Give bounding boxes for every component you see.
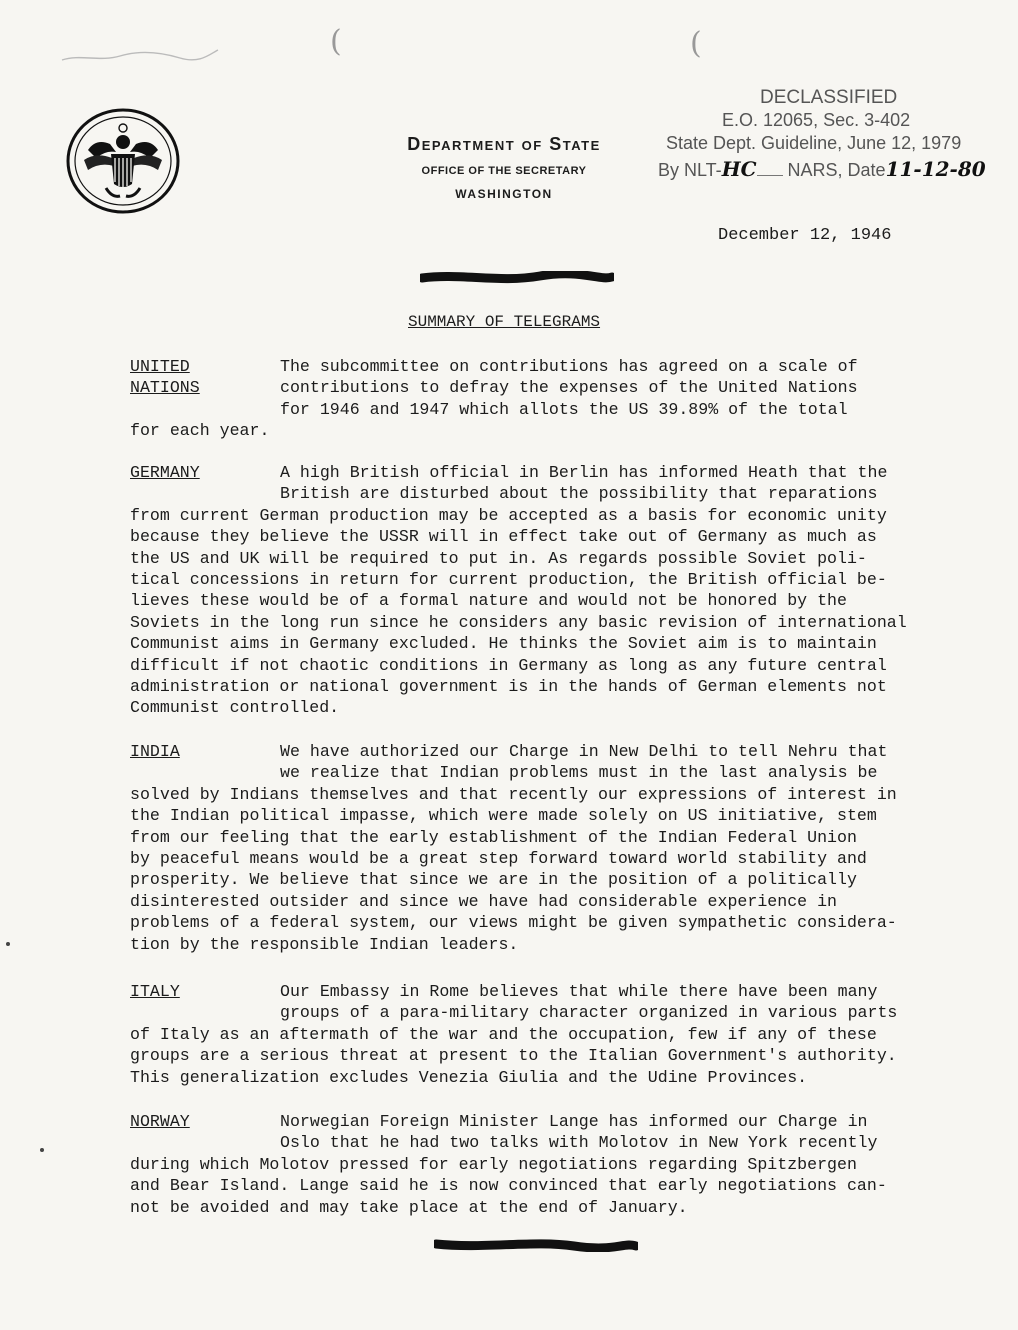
body-line: British are disturbed about the possibility that reparations [280,484,878,504]
body-line: because they believe the USSR will in effect take out of Germany as much as [130,527,877,547]
section-body [130,462,970,719]
body-line: Communist controlled. [130,698,340,718]
great-seal-icon [66,108,180,214]
stamp-line-2: E.O. 12065, Sec. 3-402 [722,110,911,130]
body-line: Oslo that he had two talks with Molotov in New York recently [280,1133,878,1153]
section-heading [130,462,200,483]
section-heading-line: GERMANY [130,463,200,482]
section-india [130,741,970,955]
body-line: we realize that Indian problems must in the last analysis be [280,763,878,783]
section-body [130,356,970,442]
department-name: Department of State [407,134,601,154]
section-heading [130,981,180,1002]
section-germany [130,462,970,719]
stamp-date-handwritten: 11-12-80 [885,157,986,181]
body-line: groups of a para-military character organized in various parts [280,1003,898,1023]
stamp-line-4 [658,158,988,182]
section-heading [130,741,180,762]
margin-mark: ( [690,26,702,61]
body-line: from current German production may be accepted as a basis for economic unity [130,505,887,525]
page-title: SUMMARY OF TELEGRAMS [408,313,601,331]
stamp-nars-label: NARS, Date [782,160,886,180]
section-heading-line: INDIA [130,742,180,761]
section-heading [130,1111,190,1132]
body-line: during which Molotov pressed for early negotiations regarding Spitzbergen [130,1154,857,1174]
body-line: The subcommittee on contributions has agreed on a scale of [280,357,858,376]
office-name: OFFICE OF THE SECRETARY [421,165,587,177]
letterhead [372,134,636,201]
body-line: We have authorized our Charge in New Delhi to tell Nehru that [280,742,888,761]
body-line: the US and UK will be required to put in. As regards possible Soviet poli- [130,548,867,568]
margin-dot [6,942,10,946]
section-heading-line: ITALY [130,982,180,1001]
body-line: Communist aims in Germany excluded. He thinks the Soviet aim is to maintain [130,634,877,654]
body-line: disinterested outsider and since we have had considerable experience in [130,891,838,911]
section-body [130,981,970,1088]
body-line: contributions to defray the expenses of the United Nations [280,378,858,398]
city-name: WASHINGTON [455,187,553,201]
body-line: tion by the responsible Indian leaders. [130,934,519,954]
body-line: Soviets in the long run since he considers any basic revision of international [130,612,907,632]
section-heading-line: NATIONS [130,378,200,398]
body-line: for each year. [130,421,270,441]
body-line: This generalization excludes Venezia Giulia and the Udine Provinces. [130,1067,808,1087]
body-line: of Italy as an aftermath of the war and the occupation, few if any of these [130,1024,877,1044]
section-body [130,741,970,955]
body-line: A high British official in Berlin has informed Heath that the [280,463,888,482]
redaction-bar [434,1238,638,1252]
body-line: problems of a federal system, our views might be given sympathetic considera- [130,913,897,933]
stamp-by-label: By NLT- [658,160,722,180]
body-line: groups are a serious threat at present to the Italian Government's authority. [130,1046,897,1066]
body-line: solved by Indians themselves and that recently our expressions of interest in [130,784,897,804]
stamp-line-1: DECLASSIFIED [760,87,898,108]
section-united-nations [130,356,970,442]
body-line: prosperity. We believe that since we are in the position of a politically [130,870,857,890]
body-line: tical concessions in return for current production, the British official be- [130,570,887,590]
margin-scribble [60,46,220,66]
body-line: administration or national government is in the hands of German elements not [130,677,887,697]
section-heading-line: UNITED [130,357,190,376]
body-line: Norwegian Foreign Minister Lange has informed our Charge in [280,1112,868,1131]
body-line: lieves these would be of a formal nature and would not be honored by the [130,591,847,611]
section-norway [130,1111,970,1218]
section-italy [130,981,970,1088]
margin-dot [40,1148,44,1152]
body-line: the Indian political impasse, which were made solely on US initiative, stem [130,806,877,826]
body-line: for 1946 and 1947 which allots the US 39.89% of the total [280,399,848,419]
stamp-line-3: State Dept. Guideline, June 12, 1979 [666,133,962,153]
document-date: December 12, 1946 [718,226,892,245]
section-heading [130,356,200,399]
body-line: from our feeling that the early establishment of the Indian Federal Union [130,827,857,847]
body-line: and Bear Island. Lange said he is now convinced that early negotiations can- [130,1176,887,1196]
body-line: not be avoided and may take place at the end of January. [130,1197,688,1217]
margin-mark: ( [330,24,342,59]
body-line: difficult if not chaotic conditions in Germany as long as any future central [130,655,887,675]
body-line: by peaceful means would be a great step forward toward world stability and [130,849,867,869]
stamp-initials: HC [721,157,757,181]
declassification-stamp [658,86,988,182]
section-heading-line: NORWAY [130,1112,190,1131]
section-body [130,1111,970,1218]
body-line: Our Embassy in Rome believes that while there have been many [280,982,878,1001]
redaction-bar [420,271,614,285]
